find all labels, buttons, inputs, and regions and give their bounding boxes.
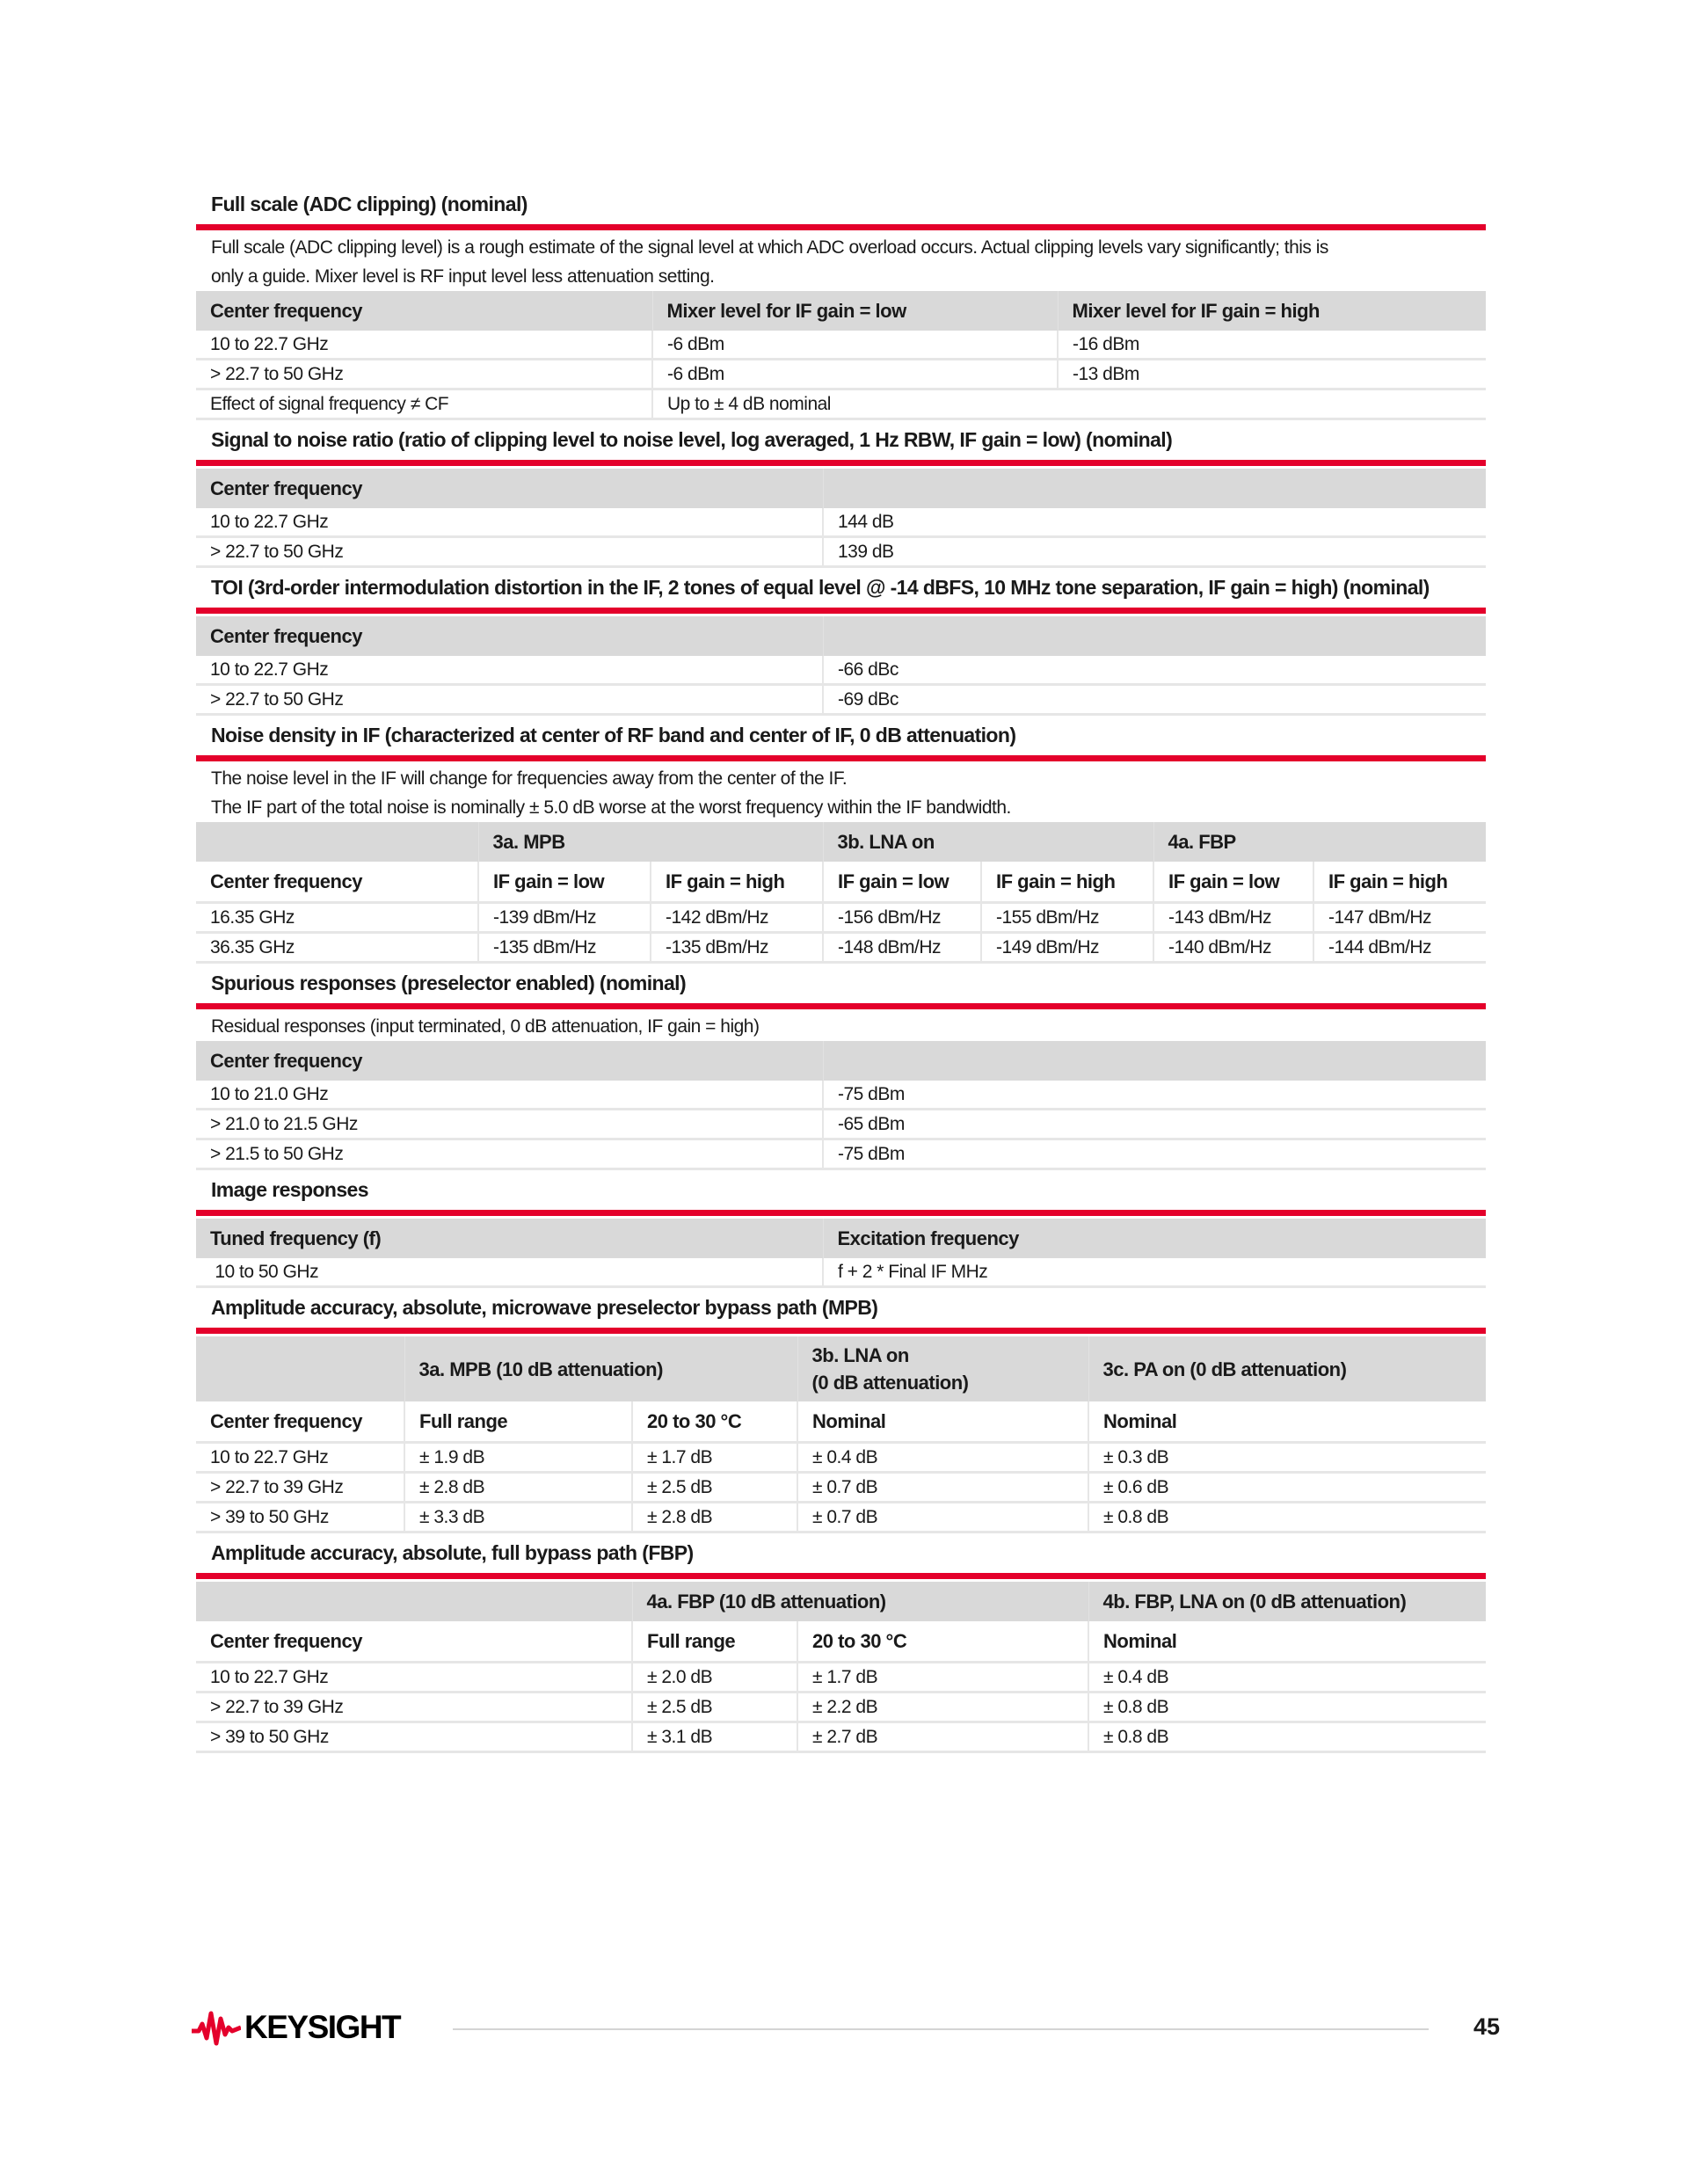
table-cell: > 22.7 to 50 GHz [196, 360, 652, 389]
page-number: 45 [1473, 2013, 1501, 2040]
table-header-row [196, 616, 1486, 656]
section-divider [196, 608, 1486, 614]
spec-table [196, 822, 1486, 964]
section-divider [196, 1328, 1486, 1334]
table-row [196, 1722, 1486, 1752]
table-row [196, 1693, 1486, 1722]
table-cell: 144 dB [823, 508, 1486, 537]
table-cell: -13 dBm [1058, 360, 1486, 389]
table-cell: -156 dBm/Hz [823, 903, 981, 933]
column-header: Center frequency [196, 1621, 632, 1663]
section-divider [196, 1003, 1486, 1009]
table-cell: 10 to 22.7 GHz [196, 1443, 404, 1473]
table-row [196, 1110, 1486, 1139]
table-header-row [196, 1219, 1486, 1258]
spec-section [196, 420, 1486, 568]
table-header-row [196, 469, 1486, 508]
table-cell: Effect of signal frequency ≠ CF [196, 389, 652, 419]
table-row [196, 360, 1486, 389]
table-cell: ± 2.8 dB [404, 1473, 632, 1503]
column-header: 20 to 30 °C [632, 1401, 797, 1443]
section-divider [196, 1210, 1486, 1216]
table-cell: > 22.7 to 50 GHz [196, 685, 823, 715]
table-cell: ± 0.3 dB [1088, 1443, 1486, 1473]
footer-divider [453, 2028, 1429, 2030]
spec-section [196, 964, 1486, 1170]
table-row [196, 685, 1486, 715]
table-cell: -135 dBm/Hz [651, 933, 823, 963]
column-header [196, 822, 478, 862]
section-title: Spurious responses (preselector enabled) (nominal) [211, 972, 687, 994]
column-header: 4a. FBP (10 dB attenuation) [632, 1582, 1088, 1621]
column-header: IF gain = low [478, 862, 651, 903]
column-header: IF gain = high [651, 862, 823, 903]
column-header: IF gain = high [981, 862, 1153, 903]
section-description: Full scale (ADC clipping level) is a rough estimate of the signal level at which ADC overload occurs. Actual clipping levels vary significantly; this is [211, 237, 1328, 258]
table-cell: f + 2 * Final IF MHz [823, 1258, 1486, 1287]
spec-section [196, 1170, 1486, 1288]
table-cell: > 21.5 to 50 GHz [196, 1139, 823, 1169]
section-title: Image responses [211, 1178, 368, 1201]
table-cell: -142 dBm/Hz [651, 903, 823, 933]
table-cell: > 22.7 to 50 GHz [196, 537, 823, 567]
spec-table [196, 1336, 1486, 1533]
section-title: Signal to noise ratio (ratio of clipping level to noise level, log averaged, 1 Hz RBW, IF gain = low) (nominal) [211, 428, 1173, 451]
table-cell: -139 dBm/Hz [478, 903, 651, 933]
table-row [196, 1443, 1486, 1473]
table-header-row [196, 1041, 1486, 1081]
table-cell: -155 dBm/Hz [981, 903, 1153, 933]
table-header-row [196, 291, 1486, 331]
table-header-row [196, 862, 1486, 903]
column-header [196, 1582, 632, 1621]
table-cell: -75 dBm [823, 1139, 1486, 1169]
table-row [196, 508, 1486, 537]
spec-table [196, 291, 1486, 420]
table-row [196, 933, 1486, 963]
table-cell: -66 dBc [823, 656, 1486, 685]
table-cell: > 39 to 50 GHz [196, 1503, 404, 1532]
spec-table [196, 469, 1486, 568]
table-cell: 10 to 22.7 GHz [196, 331, 652, 360]
table-cell: ± 1.7 dB [632, 1443, 797, 1473]
table-cell: 10 to 22.7 GHz [196, 656, 823, 685]
section-description: only a guide. Mixer level is RF input level less attenuation setting. [211, 266, 715, 287]
table-row [196, 1258, 1486, 1287]
section-description: The noise level in the IF will change for frequencies away from the center of the IF. [211, 768, 848, 789]
column-header [823, 469, 1486, 508]
section-title: Amplitude accuracy, absolute, microwave preselector bypass path (MPB) [211, 1296, 878, 1319]
table-cell: ± 0.7 dB [797, 1473, 1088, 1503]
column-header: IF gain = high [1313, 862, 1486, 903]
table-cell: -65 dBm [823, 1110, 1486, 1139]
column-header: Center frequency [196, 1041, 823, 1081]
table-cell: ± 1.9 dB [404, 1443, 632, 1473]
column-header: 4b. FBP, LNA on (0 dB attenuation) [1088, 1582, 1486, 1621]
column-header: IF gain = low [1153, 862, 1313, 903]
table-cell: 36.35 GHz [196, 933, 478, 963]
column-header: Full range [632, 1621, 797, 1663]
column-header: 3a. MPB [478, 822, 823, 862]
table-cell: ± 0.4 dB [797, 1443, 1088, 1473]
column-header [823, 1041, 1486, 1081]
table-row [196, 331, 1486, 360]
table-cell: ± 2.5 dB [632, 1693, 797, 1722]
table-row [196, 903, 1486, 933]
table-header-row [196, 1401, 1486, 1443]
table-cell: > 22.7 to 39 GHz [196, 1473, 404, 1503]
table-cell: Up to ± 4 dB nominal [652, 389, 1486, 419]
spec-content [196, 185, 1486, 1753]
spec-section [196, 185, 1486, 420]
keysight-logo [192, 2008, 400, 2047]
table-cell: -148 dBm/Hz [823, 933, 981, 963]
spec-table [196, 616, 1486, 716]
table-cell: ± 3.1 dB [632, 1722, 797, 1752]
column-header: IF gain = low [823, 862, 981, 903]
logo-text: KEYSIGHT [244, 2009, 401, 2045]
spec-table [196, 1041, 1486, 1170]
table-cell: ± 2.8 dB [632, 1503, 797, 1532]
table-cell: ± 2.0 dB [632, 1663, 797, 1693]
section-description: The IF part of the total noise is nominally ± 5.0 dB worse at the worst frequency within the IF bandwidth. [211, 797, 1011, 818]
table-cell: ± 0.7 dB [797, 1503, 1088, 1532]
table-row [196, 1139, 1486, 1169]
table-cell: > 22.7 to 39 GHz [196, 1693, 632, 1722]
table-cell: -6 dBm [652, 360, 1058, 389]
table-cell: 10 to 50 GHz [196, 1258, 823, 1287]
column-header: 20 to 30 °C [797, 1621, 1088, 1663]
table-header-row [196, 1582, 1486, 1621]
section-divider [196, 460, 1486, 466]
column-header: Center frequency [196, 469, 823, 508]
column-header: Center frequency [196, 862, 478, 903]
section-title: Full scale (ADC clipping) (nominal) [211, 193, 528, 215]
column-header: 4a. FBP [1153, 822, 1486, 862]
table-row [196, 1503, 1486, 1532]
table-row [196, 1663, 1486, 1693]
table-cell: ± 3.3 dB [404, 1503, 632, 1532]
section-divider [196, 755, 1486, 761]
spec-section [196, 568, 1486, 716]
table-cell: -69 dBc [823, 685, 1486, 715]
keysight-wave-icon [192, 2008, 241, 2047]
table-cell: > 21.0 to 21.5 GHz [196, 1110, 823, 1139]
spec-section [196, 716, 1486, 964]
column-header: Excitation frequency [823, 1219, 1486, 1258]
column-header: 3a. MPB (10 dB attenuation) [404, 1336, 797, 1401]
table-cell: ± 2.7 dB [797, 1722, 1088, 1752]
spec-section [196, 1533, 1486, 1753]
column-header: Nominal [797, 1401, 1088, 1443]
table-header-row [196, 822, 1486, 862]
table-row [196, 1081, 1486, 1110]
column-header: Full range [404, 1401, 632, 1443]
table-cell: ± 0.8 dB [1088, 1693, 1486, 1722]
table-cell: 10 to 21.0 GHz [196, 1081, 823, 1110]
table-cell: ± 0.4 dB [1088, 1663, 1486, 1693]
column-header: Center frequency [196, 1401, 404, 1443]
table-header-row [196, 1621, 1486, 1663]
column-header: Nominal [1088, 1621, 1486, 1663]
table-header-row [196, 1336, 1486, 1401]
table-cell: ± 1.7 dB [797, 1663, 1088, 1693]
spec-section [196, 1288, 1486, 1533]
section-title: Noise density in IF (characterized at center of RF band and center of IF, 0 dB attenuation) [211, 724, 1016, 746]
table-cell: -149 dBm/Hz [981, 933, 1153, 963]
table-cell: -6 dBm [652, 331, 1058, 360]
spec-table [196, 1582, 1486, 1753]
table-row [196, 1473, 1486, 1503]
section-title: TOI (3rd-order intermodulation distortion in the IF, 2 tones of equal level @ -14 dBFS, 10 MHz tone separation, IF gain = high) (nominal) [211, 576, 1430, 599]
section-divider [196, 224, 1486, 230]
table-cell: -16 dBm [1058, 331, 1486, 360]
column-header: 3b. LNA on [823, 822, 1153, 862]
table-cell: ± 2.5 dB [632, 1473, 797, 1503]
table-cell: -75 dBm [823, 1081, 1486, 1110]
column-header: 3c. PA on (0 dB attenuation) [1088, 1336, 1486, 1401]
column-header: Mixer level for IF gain = low [652, 291, 1058, 331]
table-cell: 139 dB [823, 537, 1486, 567]
column-header: 3b. LNA on (0 dB attenuation) [797, 1336, 1088, 1401]
table-cell: 16.35 GHz [196, 903, 478, 933]
column-header: Nominal [1088, 1401, 1486, 1443]
column-header: Center frequency [196, 616, 823, 656]
table-cell: -140 dBm/Hz [1153, 933, 1313, 963]
table-cell: -143 dBm/Hz [1153, 903, 1313, 933]
table-cell: ± 0.6 dB [1088, 1473, 1486, 1503]
column-header: Center frequency [196, 291, 652, 331]
table-cell: -144 dBm/Hz [1313, 933, 1486, 963]
spec-table [196, 1219, 1486, 1288]
column-header: Tuned frequency (f) [196, 1219, 823, 1258]
table-cell: 10 to 22.7 GHz [196, 508, 823, 537]
table-row [196, 656, 1486, 685]
table-cell: ± 2.2 dB [797, 1693, 1088, 1722]
column-header [823, 616, 1486, 656]
column-header [196, 1336, 404, 1401]
table-row [196, 389, 1486, 419]
table-cell: > 39 to 50 GHz [196, 1722, 632, 1752]
table-cell: -135 dBm/Hz [478, 933, 651, 963]
table-row [196, 537, 1486, 567]
table-cell: -147 dBm/Hz [1313, 903, 1486, 933]
section-divider [196, 1573, 1486, 1579]
section-title: Amplitude accuracy, absolute, full bypass path (FBP) [211, 1541, 694, 1564]
table-cell: ± 0.8 dB [1088, 1722, 1486, 1752]
table-cell: ± 0.8 dB [1088, 1503, 1486, 1532]
column-header: Mixer level for IF gain = high [1058, 291, 1486, 331]
table-cell: 10 to 22.7 GHz [196, 1663, 632, 1693]
section-description: Residual responses (input terminated, 0 dB attenuation, IF gain = high) [211, 1016, 760, 1037]
